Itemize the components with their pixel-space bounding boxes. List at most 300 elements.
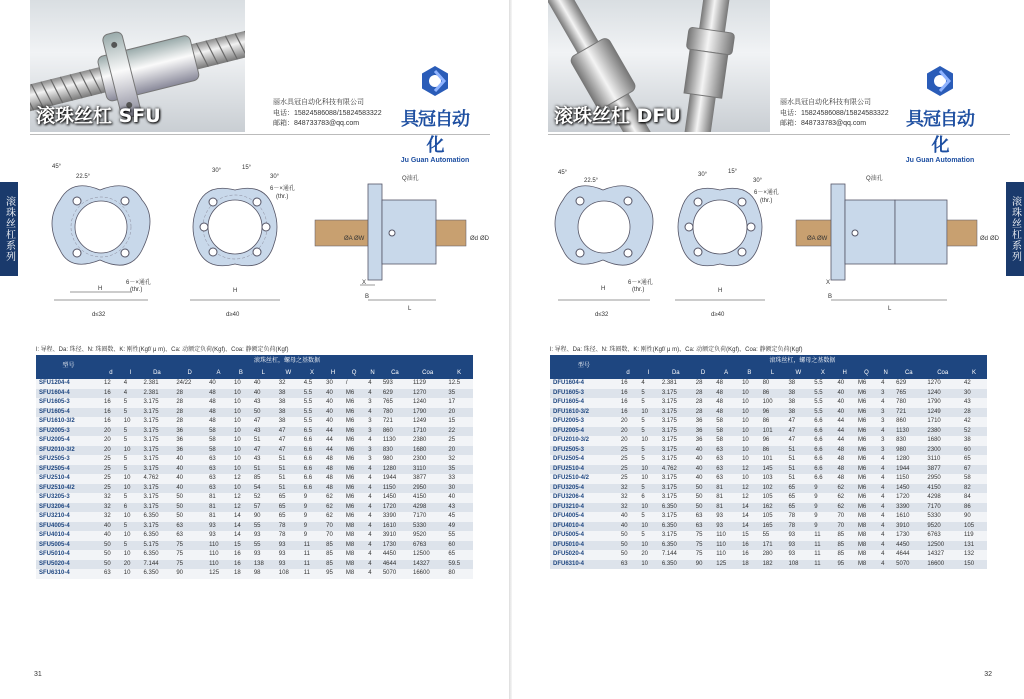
table-cell: 5 bbox=[121, 398, 141, 408]
table-cell: 32 bbox=[618, 503, 638, 513]
table-cell: 93 bbox=[276, 541, 301, 551]
table-cell: 1720 bbox=[893, 493, 924, 503]
table-cell: 28 bbox=[693, 398, 713, 408]
photo-title: 滚珠丝杠 DFU bbox=[554, 105, 681, 127]
table-cell: 63 bbox=[713, 465, 739, 475]
table-cell: 16600 bbox=[410, 569, 445, 579]
table-cell: 3 bbox=[878, 436, 893, 446]
table-cell: 1240 bbox=[410, 398, 445, 408]
table-cell: 90 bbox=[961, 512, 987, 522]
table-cell: 47 bbox=[276, 446, 301, 456]
table-cell: 63 bbox=[713, 446, 739, 456]
table-cell: 4.5 bbox=[301, 379, 323, 389]
table-cell: 9 bbox=[301, 522, 323, 532]
table-cell: 4 bbox=[365, 512, 380, 522]
table-cell: 63 bbox=[713, 455, 739, 465]
table-cell: 35 bbox=[445, 465, 473, 475]
table-cell: 125 bbox=[713, 560, 739, 570]
col-d: d bbox=[101, 368, 121, 379]
dim-d-large: d≥40 bbox=[711, 312, 725, 318]
table-cell: 62 bbox=[323, 512, 343, 522]
table-cell: 4 bbox=[878, 493, 893, 503]
table-cell: 9 bbox=[811, 522, 834, 532]
table-cell: 3.175 bbox=[659, 512, 693, 522]
table-cell: 4 bbox=[365, 474, 380, 484]
table-cell: 48 bbox=[323, 484, 343, 494]
model-cell: SFU6310-4 bbox=[36, 569, 101, 579]
table-cell: 60 bbox=[445, 541, 473, 551]
table-cell: 5 bbox=[638, 446, 658, 456]
table-cell: 85 bbox=[251, 474, 276, 484]
table-cell: 40 bbox=[323, 408, 343, 418]
table-cell: 3.175 bbox=[141, 465, 174, 475]
table-cell: 9 bbox=[301, 493, 323, 503]
table-cell: 16 bbox=[231, 550, 251, 560]
table-cell: 50 bbox=[618, 541, 638, 551]
table-row bbox=[550, 417, 987, 427]
table-cell: M6 bbox=[343, 427, 365, 437]
table-cell: 85 bbox=[834, 541, 854, 551]
table-cell: 47 bbox=[785, 427, 811, 437]
model-cell: SFU2505-4 bbox=[36, 465, 101, 475]
dim-d-large: d≥40 bbox=[226, 312, 240, 318]
table-cell: 1680 bbox=[924, 436, 961, 446]
table-cell: 10 bbox=[121, 484, 141, 494]
table-cell: 10 bbox=[121, 474, 141, 484]
table-cell: 25 bbox=[101, 455, 121, 465]
table-row bbox=[36, 531, 473, 541]
table-cell: 48 bbox=[323, 474, 343, 484]
table-cell: 63 bbox=[206, 455, 231, 465]
table-cell: 11 bbox=[811, 550, 834, 560]
table-cell: 4150 bbox=[924, 484, 961, 494]
col-d: D bbox=[173, 368, 206, 379]
table-row bbox=[36, 465, 473, 475]
table-row bbox=[36, 379, 473, 389]
table-row bbox=[550, 484, 987, 494]
table-cell: 3.175 bbox=[659, 417, 693, 427]
table-row bbox=[550, 560, 987, 570]
angle-30-a: 30° bbox=[698, 172, 708, 178]
table-cell: 4 bbox=[878, 398, 893, 408]
table-cell: 3390 bbox=[380, 512, 410, 522]
table-cell: M8 bbox=[855, 541, 878, 551]
hole-label-1b: (thr.) bbox=[760, 198, 773, 204]
table-cell: M6 bbox=[343, 493, 365, 503]
table-row bbox=[550, 427, 987, 437]
table-cell: 3.175 bbox=[659, 389, 693, 399]
col-i: I bbox=[638, 368, 658, 379]
table-cell: 63 bbox=[206, 474, 231, 484]
dim-w: ØW bbox=[817, 236, 828, 242]
table-cell: 110 bbox=[713, 550, 739, 560]
table-cell: 18 bbox=[231, 569, 251, 579]
table-cell: 110 bbox=[713, 541, 739, 551]
table-row bbox=[550, 474, 987, 484]
table-cell: M6 bbox=[343, 455, 365, 465]
right-page bbox=[512, 0, 1024, 699]
table-cell: 65 bbox=[445, 550, 473, 560]
table-cell: 10 bbox=[739, 398, 759, 408]
header-divider bbox=[30, 134, 490, 135]
table-cell: 20 bbox=[121, 560, 141, 570]
table-cell: 96 bbox=[760, 436, 786, 446]
table-cell: 51 bbox=[785, 465, 811, 475]
table-cell: 10 bbox=[638, 436, 658, 446]
model-cell: SFU2005-4 bbox=[36, 436, 101, 446]
table-cell: M6 bbox=[343, 417, 365, 427]
table-row bbox=[550, 446, 987, 456]
table-cell: 9 bbox=[301, 512, 323, 522]
table-cell: 15 bbox=[231, 541, 251, 551]
table-cell: 12500 bbox=[924, 541, 961, 551]
table-cell: 81 bbox=[713, 493, 739, 503]
table-cell: 3.175 bbox=[141, 503, 174, 513]
table-cell: 85 bbox=[834, 550, 854, 560]
table-cell: 40 bbox=[693, 455, 713, 465]
table-cell: 4 bbox=[365, 531, 380, 541]
table-cell: 5 bbox=[638, 512, 658, 522]
table-row bbox=[36, 417, 473, 427]
table-cell: 32 bbox=[276, 379, 301, 389]
model-cell: DFU2505-3 bbox=[550, 446, 618, 456]
table-cell: 6.350 bbox=[141, 569, 174, 579]
col-model: 型号 bbox=[36, 355, 101, 379]
dim-l: L bbox=[888, 306, 892, 312]
table-cell: 860 bbox=[380, 427, 410, 437]
table-cell: 2.381 bbox=[659, 379, 693, 389]
table-cell: 51 bbox=[251, 436, 276, 446]
table-cell: 1610 bbox=[893, 512, 924, 522]
table-cell: 12 bbox=[231, 474, 251, 484]
company-info bbox=[273, 98, 382, 130]
table-cell: 93 bbox=[276, 550, 301, 560]
model-cell: SFU3210-4 bbox=[36, 512, 101, 522]
table-cell: 51 bbox=[785, 455, 811, 465]
table-cell: 4 bbox=[878, 522, 893, 532]
table-cell: 30 bbox=[961, 389, 987, 399]
product-photo-sfu bbox=[30, 0, 245, 132]
table-cell: 70 bbox=[323, 522, 343, 532]
table-cell: 48 bbox=[713, 389, 739, 399]
table-cell: 55 bbox=[760, 531, 786, 541]
table-cell: 63 bbox=[206, 484, 231, 494]
table-cell: 1610 bbox=[380, 522, 410, 532]
table-cell: 10 bbox=[739, 427, 759, 437]
oil-hole-label: Q油孔 bbox=[866, 176, 883, 182]
table-cell: 50 bbox=[101, 560, 121, 570]
col-da: Da bbox=[659, 368, 693, 379]
table-cell: 765 bbox=[893, 389, 924, 399]
table-cell: 40 bbox=[693, 474, 713, 484]
table-cell: 63 bbox=[713, 474, 739, 484]
hole-label-2b: (thr.) bbox=[632, 287, 645, 293]
table-cell: 63 bbox=[206, 465, 231, 475]
table-cell: 4 bbox=[878, 465, 893, 475]
table-cell: 14327 bbox=[924, 550, 961, 560]
table-cell: 629 bbox=[380, 389, 410, 399]
table-cell: 108 bbox=[276, 569, 301, 579]
table-cell: 40 bbox=[834, 379, 854, 389]
table-cell: 1150 bbox=[380, 484, 410, 494]
table-cell: 14 bbox=[231, 531, 251, 541]
company-email: 邮箱：848733783@qq.com bbox=[780, 120, 867, 127]
table-cell: 28 bbox=[693, 389, 713, 399]
table-cell: 12500 bbox=[410, 550, 445, 560]
table-cell: M6 bbox=[855, 503, 878, 513]
col-ca: Ca bbox=[893, 368, 924, 379]
hole-label-1b: (thr.) bbox=[276, 194, 289, 200]
table-cell: M6 bbox=[343, 503, 365, 513]
model-cell: DFU6310-4 bbox=[550, 560, 618, 570]
table-cell: 33 bbox=[445, 474, 473, 484]
table-cell: 6.6 bbox=[301, 465, 323, 475]
col-a: A bbox=[206, 368, 231, 379]
table-cell: 105 bbox=[760, 493, 786, 503]
table-cell: 48 bbox=[834, 465, 854, 475]
col-k: K bbox=[445, 368, 473, 379]
table-cell: 86 bbox=[760, 417, 786, 427]
table-cell: 51 bbox=[276, 455, 301, 465]
table-cell: M6 bbox=[343, 436, 365, 446]
table-cell: 38 bbox=[785, 389, 811, 399]
table-cell: 95 bbox=[834, 560, 854, 570]
table-cell: 58 bbox=[206, 446, 231, 456]
table-cell: 40 bbox=[618, 522, 638, 532]
table-cell: 10 bbox=[739, 436, 759, 446]
table-cell: 81 bbox=[206, 512, 231, 522]
spec-table-dfu bbox=[550, 355, 987, 569]
table-cell: 5.5 bbox=[301, 398, 323, 408]
table-row bbox=[550, 512, 987, 522]
model-cell: DFU2005-3 bbox=[550, 417, 618, 427]
model-cell: SFU5020-4 bbox=[36, 560, 101, 570]
table-cell: 50 bbox=[618, 531, 638, 541]
table-cell: 830 bbox=[893, 436, 924, 446]
table-cell: 4644 bbox=[380, 560, 410, 570]
angle-22-5: 22.5° bbox=[76, 174, 91, 180]
table-cell: 57 bbox=[251, 503, 276, 513]
table-cell: 93 bbox=[785, 541, 811, 551]
table-cell: 48 bbox=[206, 389, 231, 399]
table-cell: 10 bbox=[638, 465, 658, 475]
table-row bbox=[550, 541, 987, 551]
table-cell: 10 bbox=[231, 408, 251, 418]
table-cell: M6 bbox=[855, 389, 878, 399]
table-cell: M8 bbox=[343, 522, 365, 532]
table-cell: 9 bbox=[811, 484, 834, 494]
table-cell: 4 bbox=[365, 389, 380, 399]
table-cell: 3.175 bbox=[659, 427, 693, 437]
table-cell: 110 bbox=[206, 560, 231, 570]
table-cell: 10 bbox=[121, 550, 141, 560]
table-cell: 32 bbox=[618, 493, 638, 503]
table-cell: 25 bbox=[101, 474, 121, 484]
table-cell: 32 bbox=[618, 484, 638, 494]
table-cell: M8 bbox=[343, 569, 365, 579]
table-cell: 3.175 bbox=[141, 408, 174, 418]
table-cell: 6 bbox=[121, 503, 141, 513]
technical-drawing-dfu bbox=[548, 160, 1010, 330]
table-cell: 7.144 bbox=[659, 550, 693, 560]
table-cell: 36 bbox=[693, 417, 713, 427]
legend: l: 导程、Da: 珠径、N: 珠圈数、K: 刚性(Kgf/ μ m)、Ca: 动额定负荷(Kgf)、Coa: 静额定负荷(Kgf) bbox=[550, 347, 803, 353]
hole-label-2: 6－×通孔 bbox=[126, 280, 151, 286]
table-cell: M6 bbox=[855, 484, 878, 494]
table-cell: 47 bbox=[785, 436, 811, 446]
col-n: N bbox=[878, 368, 893, 379]
logo-text-en: Ju Guan Automation bbox=[905, 157, 975, 164]
oil-hole-label: Q油孔 bbox=[402, 176, 419, 182]
dim-w: ØW bbox=[354, 236, 365, 242]
model-cell: SFU3205-3 bbox=[36, 493, 101, 503]
col-h: H bbox=[834, 368, 854, 379]
table-cell: 6.6 bbox=[301, 484, 323, 494]
model-cell: SFU2010-3/2 bbox=[36, 446, 101, 456]
table-row bbox=[36, 436, 473, 446]
col-l: L bbox=[251, 368, 276, 379]
table-cell: 78 bbox=[785, 512, 811, 522]
table-cell: 2950 bbox=[410, 484, 445, 494]
table-cell: 40 bbox=[618, 512, 638, 522]
table-cell: 43 bbox=[251, 427, 276, 437]
table-cell: 5.5 bbox=[301, 408, 323, 418]
table-cell: 4 bbox=[878, 531, 893, 541]
table-cell: 12 bbox=[231, 493, 251, 503]
table-row bbox=[550, 398, 987, 408]
product-photo-dfu bbox=[548, 0, 770, 132]
table-cell: 28 bbox=[173, 389, 206, 399]
table-cell: 70 bbox=[323, 531, 343, 541]
table-cell: 51 bbox=[785, 474, 811, 484]
table-cell: 10 bbox=[121, 512, 141, 522]
table-cell: 5.175 bbox=[141, 541, 174, 551]
table-cell: 6.5 bbox=[301, 427, 323, 437]
table-cell: 47 bbox=[276, 427, 301, 437]
hole-label-1: 6－×通孔 bbox=[270, 186, 295, 192]
table-cell: 78 bbox=[785, 522, 811, 532]
dim-h-large: H bbox=[233, 288, 238, 294]
table-cell: M6 bbox=[855, 408, 878, 418]
table-cell: 12 bbox=[739, 465, 759, 475]
table-cell: 40 bbox=[173, 455, 206, 465]
col-w: W bbox=[276, 368, 301, 379]
table-cell: 1249 bbox=[410, 417, 445, 427]
table-cell: 11 bbox=[301, 550, 323, 560]
table-cell: 132 bbox=[961, 550, 987, 560]
table-cell: 43 bbox=[251, 455, 276, 465]
table-row bbox=[36, 474, 473, 484]
table-cell: 10 bbox=[638, 560, 658, 570]
table-cell: 2300 bbox=[410, 455, 445, 465]
table-cell: 47 bbox=[251, 446, 276, 456]
table-cell: 3.175 bbox=[141, 484, 174, 494]
table-cell: 10 bbox=[231, 417, 251, 427]
table-cell: 4298 bbox=[410, 503, 445, 513]
col-a: A bbox=[713, 368, 739, 379]
table-cell: 6.350 bbox=[141, 531, 174, 541]
dim-a: ØA bbox=[807, 236, 816, 242]
table-cell: 6 bbox=[638, 493, 658, 503]
table-cell: 20 bbox=[101, 427, 121, 437]
table-cell: 63 bbox=[693, 512, 713, 522]
table-cell: 5 bbox=[638, 484, 658, 494]
table-row bbox=[550, 531, 987, 541]
table-cell: 36 bbox=[693, 436, 713, 446]
table-cell: 6.6 bbox=[811, 446, 834, 456]
table-cell: M8 bbox=[855, 512, 878, 522]
dim-d-small: d≤32 bbox=[595, 312, 609, 318]
table-cell: 48 bbox=[834, 446, 854, 456]
table-cell: 1130 bbox=[893, 427, 924, 437]
table-cell: 4 bbox=[878, 541, 893, 551]
table-cell: 44 bbox=[834, 427, 854, 437]
model-cell: DFU2505-4 bbox=[550, 455, 618, 465]
dim-h-small: H bbox=[98, 286, 103, 292]
table-cell: 4 bbox=[365, 569, 380, 579]
table-cell: 5.5 bbox=[301, 389, 323, 399]
table-cell: 50 bbox=[101, 550, 121, 560]
table-cell: 40 bbox=[173, 474, 206, 484]
table-cell: 3 bbox=[365, 446, 380, 456]
table-cell: 3.175 bbox=[141, 446, 174, 456]
model-cell: SFU1605-3 bbox=[36, 398, 101, 408]
table-cell: 125 bbox=[206, 569, 231, 579]
table-cell: 5 bbox=[121, 427, 141, 437]
table-cell: 40 bbox=[101, 531, 121, 541]
col-b: B bbox=[231, 368, 251, 379]
table-cell: 6.6 bbox=[811, 417, 834, 427]
table-cell: 280 bbox=[760, 550, 786, 560]
table-cell: 55 bbox=[251, 541, 276, 551]
table-cell: 182 bbox=[760, 560, 786, 570]
table-cell: 38 bbox=[961, 436, 987, 446]
table-cell: 14 bbox=[739, 522, 759, 532]
col-i: I bbox=[121, 368, 141, 379]
table-cell: 25 bbox=[618, 465, 638, 475]
dim-d-small: d≤32 bbox=[92, 312, 106, 318]
table-cell: 81 bbox=[206, 493, 231, 503]
table-cell: 6.6 bbox=[811, 474, 834, 484]
table-cell: 3 bbox=[365, 398, 380, 408]
col-ca: Ca bbox=[380, 368, 410, 379]
table-cell: 3 bbox=[365, 417, 380, 427]
table-cell: 65 bbox=[276, 512, 301, 522]
table-cell: 44 bbox=[834, 436, 854, 446]
angle-45: 45° bbox=[52, 164, 62, 170]
table-cell: 62 bbox=[834, 493, 854, 503]
table-cell: 131 bbox=[961, 541, 987, 551]
table-cell: 4 bbox=[365, 408, 380, 418]
model-cell: SFU5010-4 bbox=[36, 550, 101, 560]
table-cell: 42 bbox=[961, 379, 987, 389]
col-model: 型号 bbox=[550, 355, 618, 379]
table-cell: 10 bbox=[231, 436, 251, 446]
table-cell: 3.175 bbox=[659, 408, 693, 418]
table-cell: 40 bbox=[323, 417, 343, 427]
table-cell: 16 bbox=[101, 398, 121, 408]
table-cell: 10 bbox=[231, 446, 251, 456]
table-cell: 20 bbox=[101, 436, 121, 446]
table-cell: 25 bbox=[618, 446, 638, 456]
table-cell: 40 bbox=[206, 379, 231, 389]
dim-x: X bbox=[826, 280, 831, 286]
table-cell: 105 bbox=[760, 512, 786, 522]
logo-text-cn: 具冠自动化 bbox=[906, 109, 974, 156]
flange-front-view-large bbox=[126, 165, 295, 318]
table-cell: 95 bbox=[323, 569, 343, 579]
table-cell: 5.5 bbox=[811, 379, 834, 389]
